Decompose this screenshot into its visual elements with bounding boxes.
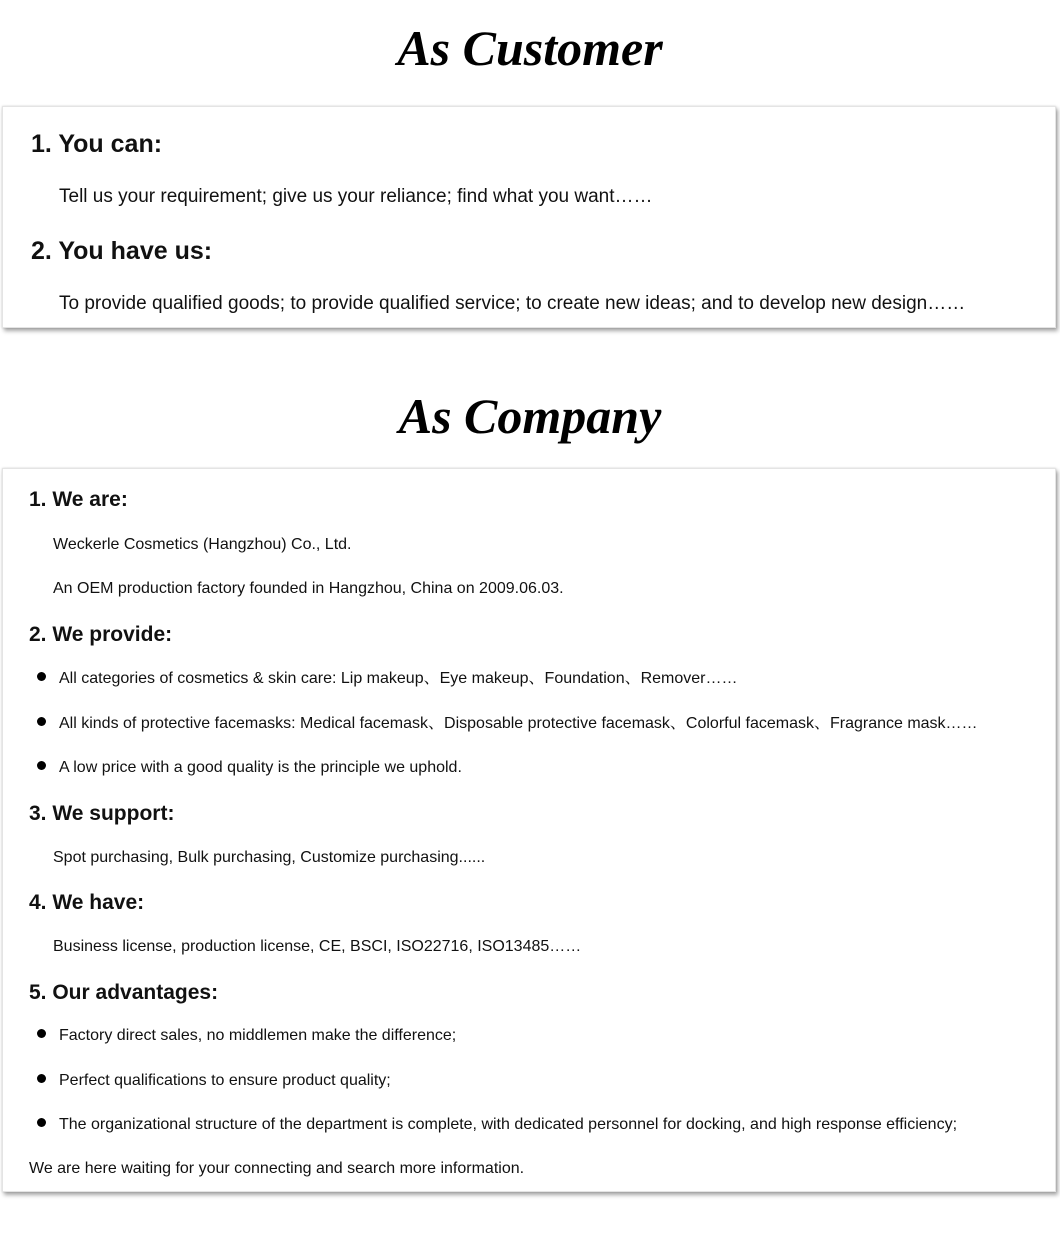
we-are-heading: 1. We are: [29, 488, 128, 511]
provide-item-text: All categories of cosmetics & skin care: Lip makeup、Eye makeup、Foundation、Remover…… [59, 670, 738, 687]
list-item [37, 1070, 391, 1092]
bullet-icon [37, 1029, 46, 1038]
company-founding: An OEM production factory founded in Hangzhou, China on 2009.06.03. [53, 580, 564, 597]
advantage-item-text: Perfect qualifications to ensure product quality; [59, 1072, 391, 1089]
list-item [37, 757, 462, 779]
bullet-icon [37, 717, 46, 726]
provide-item-text: A low price with a good quality is the principle we uphold. [59, 759, 462, 776]
bullet-icon [37, 1118, 46, 1127]
list-item [37, 668, 738, 690]
provide-item-text: All kinds of protective facemasks: Medical facemask、Disposable protective facemask、Colorful facemask、Fragrance mask…… [59, 715, 978, 732]
bullet-icon [37, 761, 46, 770]
you-can-heading: 1. You can: [31, 130, 163, 158]
advantage-item-text: Factory direct sales, no middlemen make the difference; [59, 1027, 457, 1044]
list-item [37, 1025, 456, 1047]
you-can-text: Tell us your requirement; give us your reliance; find what you want…… [59, 186, 653, 207]
bullet-icon [37, 672, 46, 681]
customer-card [2, 106, 1056, 328]
company-name: Weckerle Cosmetics (Hangzhou) Co., Ltd. [53, 536, 352, 553]
we-have-heading: 4. We have: [29, 891, 145, 914]
list-item [37, 713, 978, 735]
bullet-icon [37, 1074, 46, 1083]
customer-title: As Customer [397, 20, 663, 76]
you-have-us-text: To provide qualified goods; to provide qualified service; to create new ideas; and to develop new design…… [59, 293, 966, 314]
we-support-heading: 3. We support: [29, 802, 175, 825]
list-item [37, 1114, 957, 1136]
advantage-item-text: The organizational structure of the department is complete, with dedicated personnel for docking, and high response efficiency; [59, 1116, 958, 1133]
closing-statement: We are here waiting for your connecting and search more information. [29, 1160, 525, 1177]
we-have-text: Business license, production license, CE, BSCI, ISO22716, ISO13485…… [53, 938, 582, 955]
company-card [2, 468, 1056, 1192]
we-provide-heading: 2. We provide: [29, 623, 173, 646]
company-title: As Company [398, 388, 662, 444]
advantages-heading: 5. Our advantages: [29, 981, 219, 1004]
we-support-text: Spot purchasing, Bulk purchasing, Customize purchasing...... [53, 849, 486, 866]
you-have-us-heading: 2. You have us: [31, 237, 213, 265]
